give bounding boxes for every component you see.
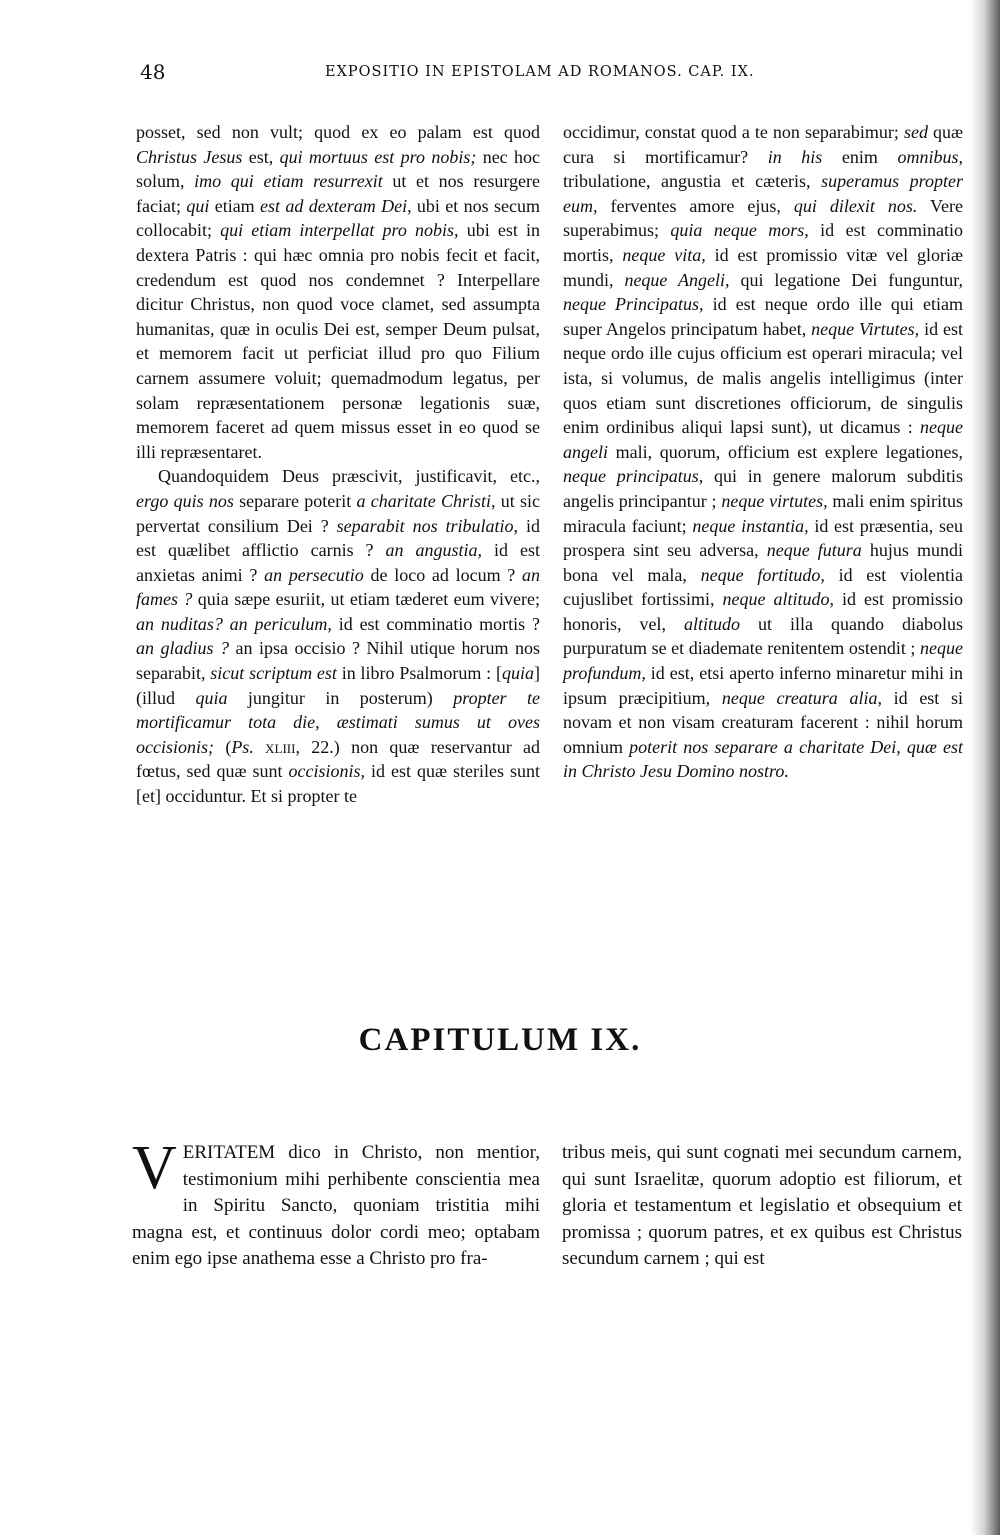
text-run: id est promissio vitæ vel gloriæ mundi, [563, 244, 963, 290]
text-run: ut sic pervertat consilium Dei ? [136, 490, 540, 536]
text-run: enim [822, 146, 898, 167]
text-run: posset, sed non vult; quod ex eo palam est quod [136, 122, 540, 142]
italic-text-run: an angustia, [385, 540, 483, 561]
text-run: qui legatione Dei funguntur, [729, 269, 963, 290]
text-run: nec hoc solum, [136, 146, 541, 192]
text-run: id est comminatio mortis ? [331, 613, 540, 634]
text-run: , 22.) non quæ reservantur ad fœtus, sed quæ sunt [136, 736, 540, 782]
italic-text-run: est ad dexteram Dei, [260, 195, 412, 216]
italic-text-run: neque principatus, [563, 466, 704, 487]
text-run: hujus mundi bona vel mala, [563, 540, 963, 585]
italic-text-run: neque creatura alia, [721, 687, 882, 708]
paragraph [132, 1134, 540, 1273]
text-run: ubi est in dextera Patris : qui hæc omnia pro nobis fecit et facit, credendum est quod nos condemnet ? Interpellare dicitur Christus, non quod voce clamet, sed assumpta humanitas, quæ in oculis Dei est, semper Deum pulsat, et memorem facit ut perficiat illud pro quo Filium carnem assumere voluit; quemadmodum legatus, per solam repræsentationem personæ legationis suæ, memorem faceret ad quem missus esset in eo quod se illi repræsentaret. [136, 220, 540, 462]
italic-text-run: poterit nos separare a charitate Dei, quæ est in Christo Jesu Domino nostro. [563, 736, 963, 782]
text-run: id est neque ordo ille qui etiam super Angelos principatum habet, [563, 294, 963, 339]
text-run: de loco ad locum ? [363, 564, 523, 585]
italic-text-run: sicut scriptum est [210, 663, 337, 684]
page-header [140, 60, 820, 90]
text-run: Vere superabimus; [563, 195, 963, 241]
text-run: id est promissio honoris, vel, [563, 589, 963, 634]
text-run: quia sæpe esuriit, ut etiam tæderet eum vivere; [192, 589, 540, 610]
italic-text-run: qui etiam interpellat pro nobis, [220, 220, 459, 241]
paragraph [563, 120, 963, 784]
text-run: quæ cura si mortificamur? [563, 122, 963, 167]
italic-text-run: imo qui etiam resurrexit [194, 171, 383, 192]
text-run: ] (illud [136, 663, 541, 708]
italic-text-run: superamus propter eum, [563, 171, 963, 216]
italic-text-run: qui mortuus est pro nobis; [279, 146, 477, 167]
italic-text-run: neque virtutes, [721, 490, 828, 511]
text-run: id est si novam et non visam creaturam facerent : nihil horum omnium [563, 687, 963, 757]
text-run: ut et nos resurgere faciat; [136, 171, 540, 216]
text-run: mali, quorum, officium est explere legationes, [608, 441, 963, 462]
paragraph [136, 464, 540, 808]
italic-text-run: Christus Jesus [136, 146, 243, 167]
italic-text-run: neque Principatus, [563, 294, 704, 315]
italic-text-run: neque vita, [622, 244, 706, 265]
text-run: ut illa quando diabolus purpuratum se et diademate renitentem ostendit ; [563, 613, 963, 659]
page-gutter-shadow [970, 0, 1000, 1535]
italic-text-run: neque profundum, [563, 638, 963, 684]
text-run: id est præsentia, seu prospera sint seu adversa, [563, 515, 963, 561]
text-run: ferventes amore ejus, [597, 195, 794, 216]
italic-text-run: Ps. [231, 736, 254, 757]
text-run [254, 737, 265, 757]
text-run: ubi et nos secum collocabit; [136, 195, 540, 241]
page-number: 48 [140, 60, 166, 84]
italic-text-run: ergo quis nos [136, 490, 234, 511]
italic-text-run: a charitate Christi, [356, 490, 496, 511]
text-run: ERITATEM dico in Christo, non mentior, testimonium mihi perhibente conscientia mea in Spiritu Sancto, quoniam tristitia mihi magna est, et continuus dolor cordi meo; optabam enim ego ipse anathema esse a Christo pro fra- [132, 1142, 540, 1269]
italic-text-run: qui [186, 195, 210, 216]
text-run: id est quælibet afflictio carnis ? [136, 515, 540, 561]
text-run: id est comminatio mortis, [563, 220, 963, 265]
text-run: id est, etsi aperto inferno minaretur mihi in ipsum præcipitium, [563, 663, 963, 708]
text-run: separare poterit [233, 490, 357, 511]
paragraph [136, 120, 540, 464]
text-run: xliii [265, 736, 296, 757]
text-run: occidimur, constat quod a te non separabimur; [563, 122, 904, 142]
text-run: id est neque ordo ille cujus officium est operari miracula; vel ista, si volumus, de malis angelis intelligimus (inter quos etiam sunt discretiones officiorum, de singulis enim ordinibus aliqui lapsi sunt), ut dicamus : [563, 318, 963, 438]
italic-text-run: in his [767, 146, 823, 167]
italic-text-run: omnibus, [897, 146, 963, 167]
text-run: id est quæ steriles sunt [et] occiduntur. Et si propter te [136, 761, 540, 807]
italic-text-run: separabit nos tribulatio, [336, 515, 519, 536]
italic-text-run: an gladius ? [136, 638, 230, 659]
italic-text-run: qui dilexit nos. [793, 195, 918, 216]
text-run: an ipsa occisio ? Nihil utique horum nos separabit, [136, 638, 540, 684]
text-run: est, [242, 146, 280, 167]
italic-text-run: an fames ? [136, 564, 541, 610]
text-run: tribulatione, angustia et cæteris, [563, 171, 822, 192]
italic-text-run: propter te mortificamur tota die, æstimati sumus ut oves occisionis; [136, 687, 541, 757]
italic-text-run: quia [195, 687, 228, 708]
italic-text-run: neque futura [766, 540, 862, 561]
italic-text-run: neque Angeli, [624, 269, 730, 290]
italic-text-run: neque altitudo, [722, 589, 834, 610]
italic-text-run: neque Virtutes, [811, 318, 920, 339]
italic-text-run: sed [903, 122, 928, 142]
drop-cap-initial: V [132, 1134, 177, 1202]
italic-text-run: neque angeli [563, 417, 963, 462]
italic-text-run: occisionis, [288, 761, 365, 782]
italic-text-run: quia neque mors, [670, 220, 809, 241]
left-column-chapter-text [132, 1134, 540, 1273]
right-column-chapter-text [562, 1140, 962, 1273]
text-run: tribus meis, qui sunt cognati mei secundum carnem, qui sunt Israelitæ, quorum adoptio est filiorum, et gloria et testamentum et legislatio et obsequium et promissa ; quorum patres, et ex quibus est Christus secundum carnem ; qui est [562, 1142, 962, 1269]
italic-text-run: neque fortitudo, [700, 564, 825, 585]
text-run: id est anxietas animi ? [136, 540, 540, 585]
italic-text-run: an nuditas? an periculum, [136, 613, 332, 634]
italic-text-run: an persecutio [264, 564, 364, 585]
right-column-commentary [563, 120, 963, 784]
left-column-commentary [136, 120, 540, 809]
text-run: etiam [209, 195, 261, 216]
paragraph [562, 1140, 962, 1273]
text-run: in libro Psalmorum : [ [336, 663, 502, 684]
running-head: EXPOSITIO IN EPISTOLAM AD ROMANOS. CAP. IX. [325, 64, 755, 80]
text-run: jungitur in posterum) [227, 687, 454, 708]
chapter-heading: CAPITULUM IX. [358, 1022, 642, 1058]
italic-text-run: altitudo [684, 613, 741, 634]
text-run: Quandoquidem Deus præscivit, justificavit, etc., [158, 466, 540, 487]
italic-text-run: quia [502, 663, 535, 684]
text-run: mali enim spiritus miracula faciunt; [563, 490, 963, 536]
text-run: id est violentia cujuslibet fortissimi, [563, 564, 963, 610]
text-run: qui in genere malorum subditis angelis principantur ; [563, 466, 964, 511]
text-run: ( [214, 736, 232, 757]
italic-text-run: neque instantia, [692, 515, 809, 536]
